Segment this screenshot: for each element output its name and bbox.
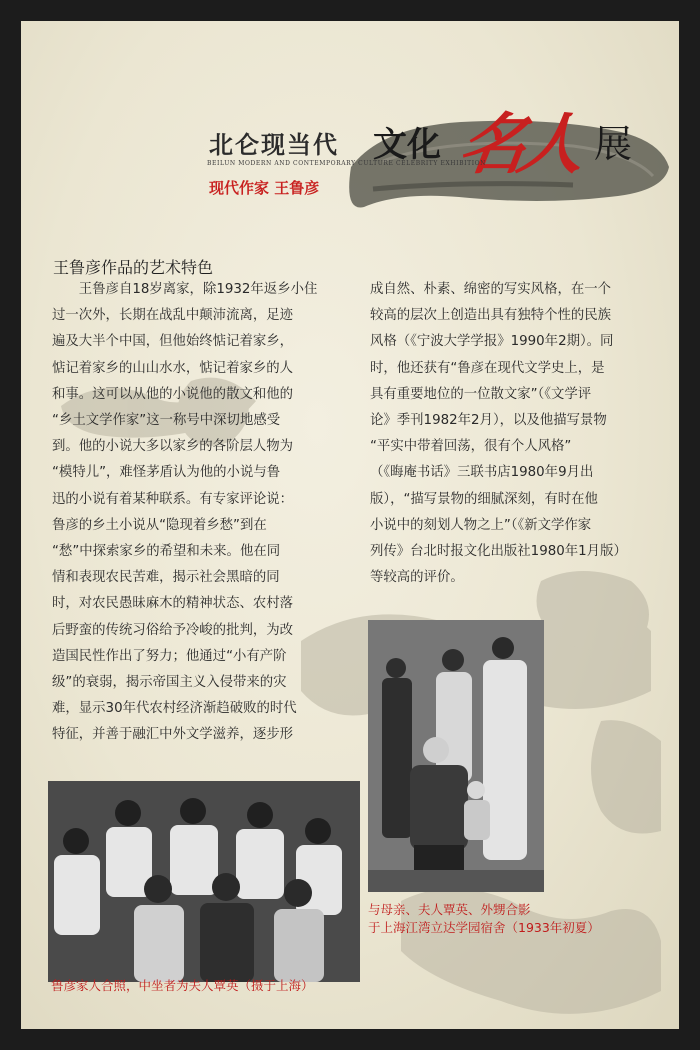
text-line: 特征，并善于融汇中外文学滋养，逐步形 xyxy=(52,727,294,743)
text-line: （《晦庵书话》三联书店1980年9月出 xyxy=(370,465,594,481)
text-line: 迅的小说有着某种联系。有专家评论说： xyxy=(52,491,294,507)
text-line: 列传》台北时报文化出版社1980年1月版） xyxy=(370,544,627,560)
text-line: 到。他的小说大多以家乡的各阶层人物为 xyxy=(52,439,294,455)
text-line: 鲁彦的乡土小说从“隐现着乡愁”到在 xyxy=(52,517,267,533)
section-heading: 王鲁彦作品的艺术特色 xyxy=(53,258,214,277)
family-group-photo xyxy=(48,781,360,982)
text-line: 后野蛮的传统习俗给予冷峻的批判，为改 xyxy=(52,622,294,638)
title-prefix: 北仑现当代 xyxy=(209,131,339,159)
text-line: “愁”中探索家乡的希望和未来。他在同 xyxy=(52,544,281,560)
exhibition-poster xyxy=(21,21,679,1029)
article-left-column xyxy=(52,277,366,749)
title-wenhua: 文化 xyxy=(373,125,441,165)
text-line: 等较高的评价。 xyxy=(370,570,464,586)
text-line: 成自然、朴素、绵密的写实风格，在一个 xyxy=(370,282,612,297)
mother-family-photo xyxy=(368,620,544,892)
text-line: 王鲁彦自18岁离家，除1932年返乡小住 xyxy=(52,282,318,297)
subtitle: 现代作家 王鲁彦 xyxy=(209,179,320,197)
text-line: 遍及大半个中国，但他始终惦记着家乡， xyxy=(52,334,294,350)
text-line: 风格（《宁波大学学报》1990年2期）。同 xyxy=(370,334,614,350)
text-line: 过一次外，长期在战乱中颠沛流离，足迹 xyxy=(52,308,294,324)
text-line: 版），“描写景物的细腻深刻，有时在他 xyxy=(370,491,598,507)
text-line: 级”的衰弱，揭示帝国主义入侵带来的灾 xyxy=(52,675,287,691)
text-line: 造国民性作出了努力；他通过“小有产阶 xyxy=(52,648,287,664)
text-line: 较高的层次上创造出具有独特个性的民族 xyxy=(370,308,612,324)
text-line: “平实中带着回荡，很有个人风格” xyxy=(370,439,572,455)
title-zhan: 展 xyxy=(594,122,633,166)
mother-photo-caption xyxy=(368,901,600,937)
text-line: 论》季刊1982年2月），以及他描写景物 xyxy=(370,413,607,429)
article-right-column xyxy=(370,277,658,591)
text-line: “模特儿”，难怪茅盾认为他的小说与鲁 xyxy=(52,465,281,481)
title-english: BEILUN MODERN AND CONTEMPORARY CULTURE CELEBRITY EXHIBITION xyxy=(207,160,487,167)
text-line: 难，显示30年代农村经济渐趋破败的时代 xyxy=(52,701,297,717)
text-line: 小说中的刻划人物之上”（《新文学作家 xyxy=(370,517,592,533)
family-photo-caption: 鲁彦家人合照，中坐者为夫人覃英（摄于上海） xyxy=(51,978,314,993)
text-line: 具有重要地位的一位散文家”（《文学评 xyxy=(370,386,592,402)
text-line: 时，对农民愚昧麻木的精神状态、农村落 xyxy=(52,596,294,612)
text-line: 和事。这可以从他的小说他的散文和他的 xyxy=(52,386,294,402)
caption-line: 与母亲、夫人覃英、外甥合影 xyxy=(368,902,531,917)
caption-line: 于上海江湾立达学园宿舍（1933年初夏） xyxy=(368,920,600,935)
text-line: 时，他还获有“鲁彦在现代文学史上，是 xyxy=(370,360,605,376)
text-line: 惦记着家乡的山山水水，惦记着家乡的人 xyxy=(52,360,294,376)
title-mingren: 名人 xyxy=(454,105,582,183)
text-line: 情和表现农民苦难，揭示社会黑暗的同 xyxy=(52,570,280,586)
text-line: “乡土文学作家”这一称号中深切地感受 xyxy=(52,413,281,429)
